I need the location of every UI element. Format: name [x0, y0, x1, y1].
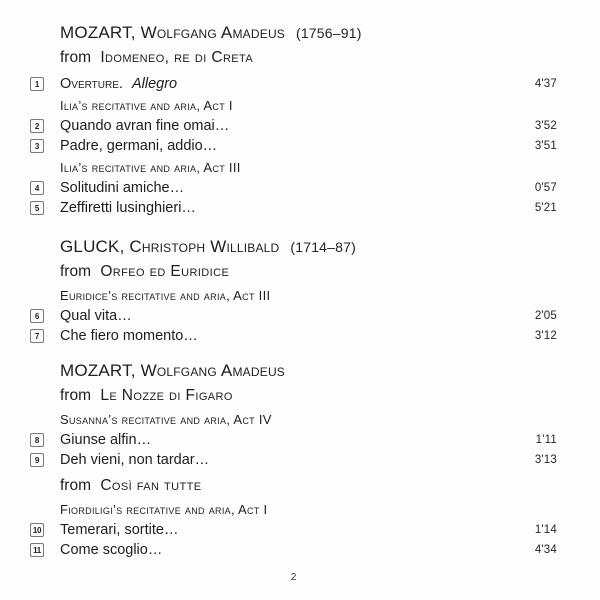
track-duration: 3'13	[534, 454, 557, 466]
aria-group-heading-text: Susanna’s recitative and aria, Act IV	[60, 411, 272, 427]
work-title-line	[60, 387, 557, 405]
composer-heading	[30, 358, 557, 384]
work-title: Idomeneo, re di Creta	[100, 49, 254, 66]
track-row	[30, 74, 557, 94]
work-title: Le Nozze di Figaro	[100, 387, 233, 404]
aria-group-heading-text: Ilia’s recitative and aria, Act I	[60, 97, 233, 113]
aria-group-heading	[30, 284, 557, 306]
composer-name-line	[60, 23, 557, 43]
track-title: Qual vita…	[60, 308, 132, 324]
track-row	[30, 136, 557, 156]
aria-group-heading	[30, 156, 557, 178]
composer-dates: (1756–91)	[295, 25, 362, 41]
track-duration: 4'34	[534, 544, 557, 556]
work-title: Orfeo ed Euridice	[100, 263, 230, 280]
track-title: Zeffiretti lusinghieri…	[60, 200, 196, 216]
work-title-line	[60, 49, 557, 67]
track-duration: 5'21	[534, 202, 557, 214]
work-title-line	[60, 477, 557, 495]
composer-name-line	[60, 361, 557, 381]
track-duration: 3'12	[534, 330, 557, 342]
track-number-badge	[30, 543, 44, 557]
composer-name: MOZART, Wolfgang Amadeus	[60, 23, 286, 42]
track-number-badge	[30, 201, 44, 215]
track-number-badge	[30, 523, 44, 537]
track-row	[30, 306, 557, 326]
track-title: Solitudini amiche…	[60, 180, 185, 196]
track-number-badge	[30, 119, 44, 133]
track-title: Giunse alfin…	[60, 432, 152, 448]
track-number: 3	[34, 141, 40, 151]
track-title-smallcaps: Overture.	[60, 76, 123, 92]
track-number: 1	[34, 79, 40, 89]
track-title: Che fiero momento…	[60, 328, 198, 344]
track-title-tempo: Allegro	[131, 76, 178, 92]
track-number-badge	[30, 77, 44, 91]
composer-heading	[30, 20, 557, 46]
track-number-badge	[30, 453, 44, 467]
aria-group-heading	[30, 498, 557, 520]
track-number: 5	[34, 203, 40, 213]
track-row	[30, 540, 557, 560]
aria-group-heading-text: Euridice’s recitative and aria, Act III	[60, 287, 271, 303]
composer-heading	[30, 234, 557, 260]
track-duration: 0'57	[534, 182, 557, 194]
from-label: from	[60, 477, 91, 494]
track-number-badge	[30, 139, 44, 153]
page-number: 2	[290, 572, 297, 583]
track-number-badge	[30, 181, 44, 195]
work-from-line	[30, 260, 557, 284]
page-footer	[30, 570, 557, 586]
work-from-line	[30, 384, 557, 408]
composer-name-line	[60, 237, 557, 257]
work-title-line	[60, 263, 557, 281]
track-number: 10	[32, 525, 42, 535]
track-title: Deh vieni, non tardar…	[60, 452, 210, 468]
track-number-badge	[30, 309, 44, 323]
track-title: Temerari, sortite…	[60, 522, 179, 538]
track-duration: 3'52	[534, 120, 557, 132]
from-label: from	[60, 263, 91, 280]
track-duration: 4'37	[534, 78, 557, 90]
composer-name: GLUCK, Christoph Willibald	[60, 237, 280, 256]
track-number: 6	[34, 311, 40, 321]
track-row	[30, 198, 557, 218]
track-row	[30, 450, 557, 470]
work-from-line	[30, 46, 557, 70]
track-number: 7	[34, 331, 40, 341]
track-number: 8	[34, 435, 40, 445]
aria-group-heading	[30, 408, 557, 430]
work-title: Così fan tutte	[100, 477, 202, 494]
track-number: 11	[33, 545, 41, 555]
from-label: from	[60, 49, 91, 66]
from-label: from	[60, 387, 91, 404]
track-duration: 1'11	[535, 434, 557, 446]
aria-group-heading-text: Ilia’s recitative and aria, Act III	[60, 159, 241, 175]
work-from-line	[30, 474, 557, 498]
composer-name: MOZART, Wolfgang Amadeus	[60, 361, 286, 380]
track-row	[30, 178, 557, 198]
track-title	[60, 76, 505, 92]
track-title: Come scoglio…	[60, 542, 163, 558]
track-row	[30, 326, 557, 346]
track-row	[30, 520, 557, 540]
composer-dates: (1714–87)	[290, 239, 356, 255]
track-number-badge	[30, 433, 44, 447]
track-number: 9	[34, 455, 40, 465]
track-title: Quando avran fine omai…	[60, 118, 230, 134]
aria-group-heading	[30, 94, 557, 116]
track-duration: 2'05	[534, 310, 557, 322]
aria-group-heading-text: Fiordiligi’s recitative and aria, Act I	[60, 501, 268, 517]
track-title: Padre, germani, addio…	[60, 138, 218, 154]
track-duration: 1'14	[534, 524, 557, 536]
track-duration: 3'51	[534, 140, 557, 152]
track-number: 2	[34, 121, 40, 131]
track-row	[30, 430, 557, 450]
track-number: 4	[34, 183, 40, 193]
track-number-badge	[30, 329, 44, 343]
track-row	[30, 116, 557, 136]
